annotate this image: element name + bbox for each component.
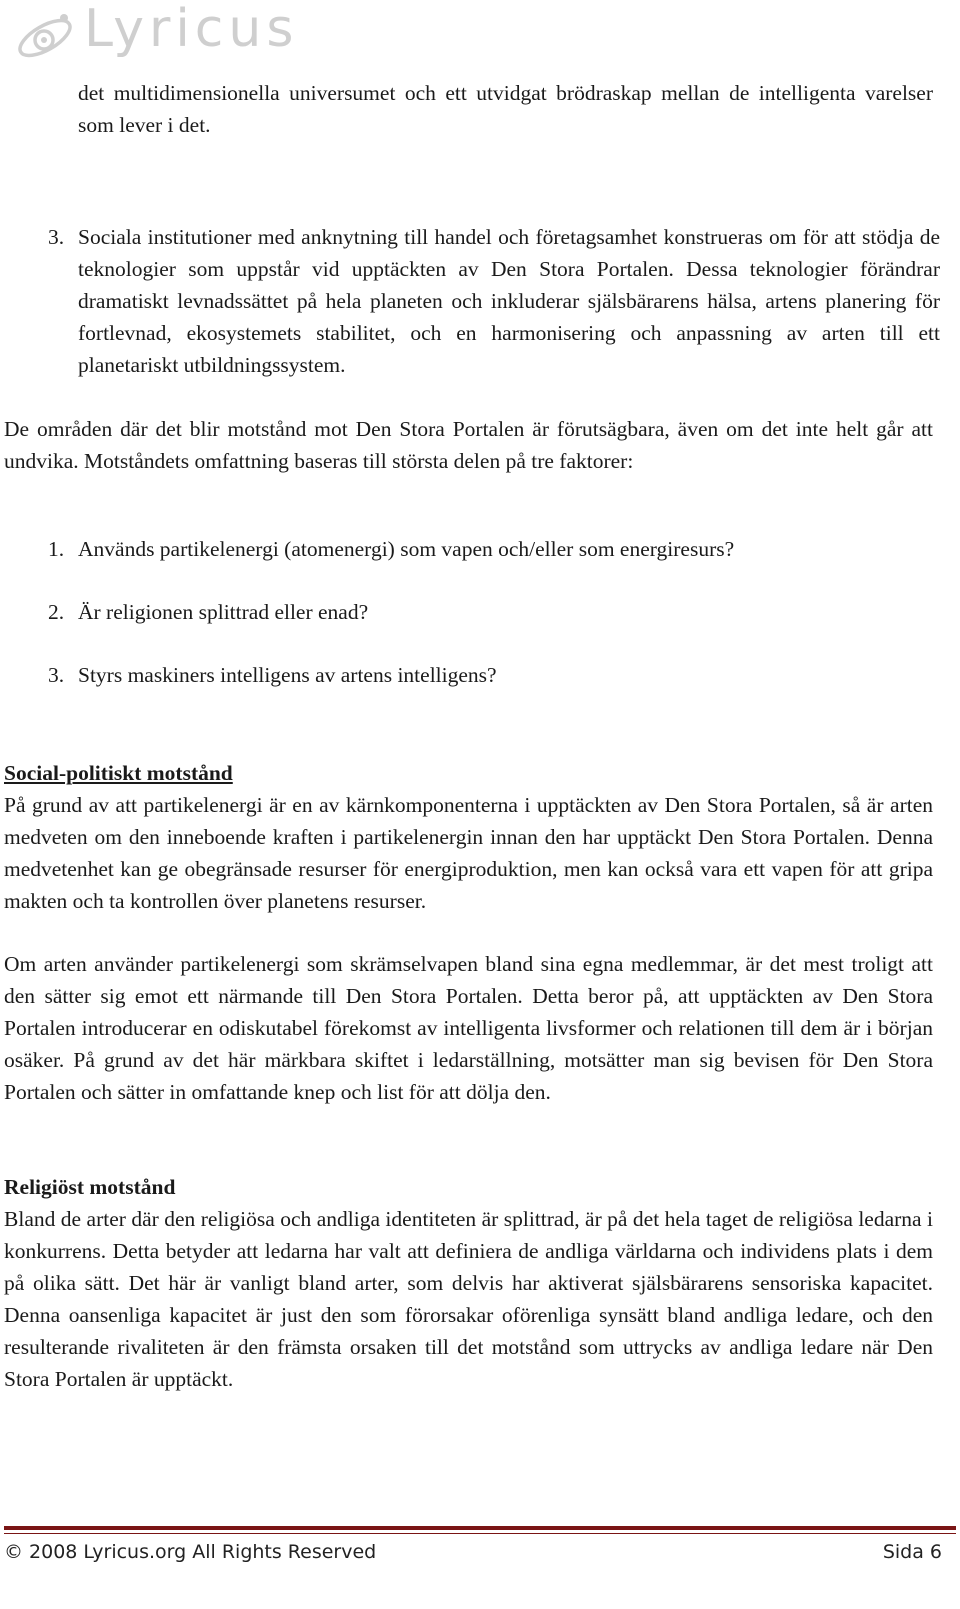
logo-wordmark: Lyricus (84, 0, 299, 59)
factor-item-2 (48, 596, 940, 628)
footer-copyright: © 2008 Lyricus.org All Rights Reserved (4, 1541, 377, 1563)
continuation-paragraph: det multidimensionella universumet och ett utvidgat brödraskap mellan de intelligenta varelser som lever i det. (78, 81, 933, 137)
religious-paragraph: Bland de arter där den religiösa och andliga identiteten är splittrad, är på det hela taget de religiösa ledarna i konkurrens. Detta betyder att ledarna har valt att definiera de andliga världarna och individens plats i dem på olika sätt. Det här är vanligt bland arter, som delvis har aktiverat själsbärarens sensoriska kapacitet. Denna oansenliga kapacitet är just den som förorsakar oförenliga synsätt bland andliga ledare, och den resulterande rivaliteten är den främsta orsaken till det motstånd som uttrycks av andliga ledare när Den Stora Portalen är upptäckt. (4, 1207, 933, 1391)
list-number: 3. (48, 663, 65, 687)
lyricus-logo (14, 0, 298, 70)
page-footer (4, 1541, 942, 1563)
list-item-3 (48, 221, 940, 381)
list-item-text: Är religionen splittrad eller enad? (78, 600, 369, 624)
list-number: 2. (48, 600, 65, 624)
footer-rule-thick (4, 1526, 956, 1530)
list-item-text: Används partikelenergi (atomenergi) som vapen och/eller som energiresurs? (78, 537, 735, 561)
section-heading-social-political: Social-politiskt motstånd (4, 761, 233, 785)
factor-item-1 (48, 533, 940, 565)
section-heading-religious: Religiöst motstånd (4, 1175, 176, 1199)
list-number: 1. (48, 537, 65, 561)
resistance-intro-paragraph: De områden där det blir motstånd mot Den Stora Portalen är förutsägbara, även om det inte helt går att undvika. Motståndets omfattning baseras till största delen på tre faktorer: (4, 417, 933, 473)
footer-page-number: Sida 6 (882, 1541, 942, 1563)
social-paragraph-1: På grund av att partikelenergi är en av kärnkomponenterna i upptäckten av Den Stora Portalen, så är arten medveten om den inneboende kraften i partikelenergin innan den har upptäckt Den Stora Portalen. Denna medvetenhet kan ge obegränsade resurser för energiproduktion, men kan också vara ett vapen för att gripa makten och ta kontrollen över planetens resurser. (4, 793, 933, 913)
footer-rule-thin (4, 1533, 956, 1534)
list-item-text: Sociala institutioner med anknytning till handel och företagsamhet konstrueras om för att stödja de teknologier som uppstår vid upptäckten av Den Stora Portalen. Dessa teknologier förändrar dramatiskt levnadssättet på hela planeten och inkluderar själsbärarens hälsa, artens planering för fortlevnad, ekosystemets stabilitet, och en harmonisering och anpassning av arten till ett planetariskt utbildningssystem. (78, 225, 940, 377)
orbit-atom-logo-icon (14, 4, 76, 66)
list-number: 3. (48, 225, 65, 249)
social-paragraph-2: Om arten använder partikelenergi som skrämselvapen bland sina egna medlemmar, är det mest troligt att den sätter sig emot ett närmande till Den Stora Portalen. Detta beror på, att upptäckten av Den Stora Portalen introducerar en odiskutabel förekomst av intelligenta livsformer och relationen till dem är i början osäker. På grund av det här märkbara skiftet i ledarställning, motsätter man sig bevisen för Den Stora Portalen och sätter in omfattande knep och list för att dölja den. (4, 952, 933, 1104)
list-item-text: Styrs maskiners intelligens av artens intelligens? (78, 663, 497, 687)
factor-item-3 (48, 659, 940, 691)
